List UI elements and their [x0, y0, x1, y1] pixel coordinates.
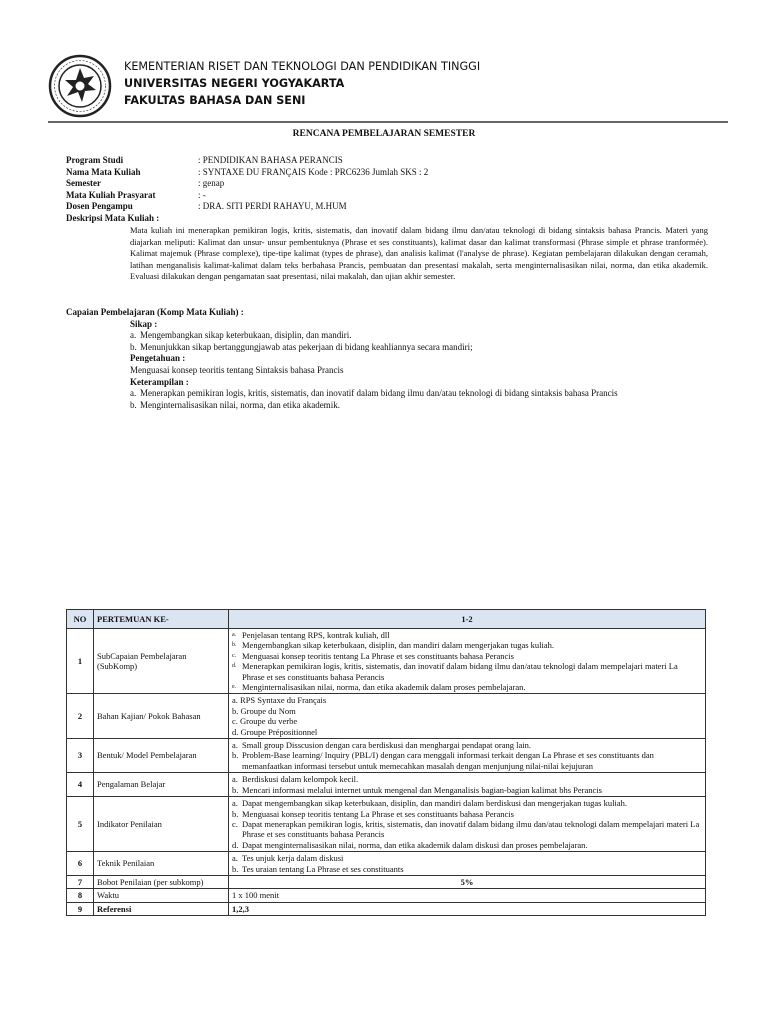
table-row: 4 Pengalaman Belajar a. Berdiskusi dalam kelompok kecil. b. Mencari informasi melalui internet untuk mengenal dan Menganalisis bagian-bagian kalimat bhs Perancis	[67, 773, 706, 797]
header-pertemuan: PERTEMUAN KE-	[94, 610, 229, 629]
dosen-label: Dosen Pengampu	[66, 201, 133, 212]
table-row: 6 Teknik Penilaian a. Tes unjuk kerja dalam diskusi b. Tes uraian tentang La Phrase et ses constituants	[67, 852, 706, 876]
course-description: Mata kuliah ini menerapkan pemikiran logis, kritis, sistematis, dan inovatif dalam bidang ilmu dan/atau teknologi di bidang sintaksis bahasa Prancis. Materi yang diajarkan meliputi: Kalimat dan unsur- unsur pembentuknya (Phrase et ses constituants), kalimat dasar dan kalimat transformasi (Phrase simple et phrase tranformée). Kalimat majemuk (Phrase complexe), tipe-tipe kalimat (types de phrase), dan analisis kalimat (l'analyse de phrase). Kegiatan pembelajaran dilakukan dengan ceramah, latihan menganalisis kalimat-kalimat dalam teks berbahasa Prancis, pembuatan dan presentasi makalah, serta menginternalisasikan nilai, norma, dan etika akademik. Evaluasi dilakukan dengan pengamatan saat presentasi, nilai makalah, dan ujian akhir semester.	[130, 225, 708, 282]
header-no: NO	[67, 610, 94, 629]
list-item: b. Menunjukkan sikap bertanggungjawab atas pekerjaan di bidang keahliannya secara mandiri;	[130, 341, 473, 352]
program-studi-value: : PENDIDIKAN BAHASA PERANCIS	[198, 155, 343, 165]
pengetahuan-label: Pengetahuan :	[130, 353, 186, 364]
table-row: 8 Waktu 1 x 100 menit	[67, 889, 706, 902]
pengetahuan-text: Menguasai konsep teoritis tentang Sintaksis bahasa Prancis	[130, 364, 344, 375]
dosen-value: : DRA. SITI PERDI RAHAYU, M.HUM	[198, 201, 347, 212]
sikap-label: Sikap :	[130, 318, 158, 329]
nama-mk-label: Nama Mata Kuliah	[66, 166, 141, 177]
keterampilan-label: Keterampilan :	[130, 376, 189, 387]
semester-value: : genap	[198, 178, 225, 189]
university-seal-icon	[48, 54, 112, 118]
table-row: 3 Bentuk/ Model Pembelajaran a. Small group Disscusion dengan cara berdiskusi dan menghargai pendapat orang lain. b. Problem-Base learning/ Inquiry (PBL/I) dengan cara menggali informasi terkait dengan La Phrase et ses constituants dan memanfaatkan informasi tersebut untuk memecahkan masalah dengan menjunjung nilai-nilai kejujuran	[67, 739, 706, 773]
program-studi-label: Program Studi	[66, 155, 124, 165]
semester-label: Semester	[66, 178, 101, 189]
letterhead	[48, 52, 728, 116]
capaian-heading: Capaian Pembelajaran (Komp Mata Kuliah) :	[66, 307, 244, 317]
list-item: a. Mengembangkan sikap keterbukaan, disiplin, dan mandiri.	[130, 330, 352, 341]
faculty-name: FAKULTAS BAHASA DAN SENI	[124, 94, 306, 107]
deskripsi-label: Deskripsi Mata Kuliah :	[66, 212, 160, 223]
table-row: 9 Referensi 1,2,3	[67, 902, 706, 915]
table-header-row	[67, 610, 706, 629]
table-row: 2 Bahan Kajian/ Pokok Bahasan a. RPS Syntaxe du Français b. Groupe du Nom c. Groupe du verbe d. Groupe Prépositionnel	[67, 694, 706, 739]
meeting-plan-table	[66, 609, 706, 916]
document-title: RENCANA PEMBELAJARAN SEMESTER	[292, 129, 476, 139]
table-row: 7 Bobot Penilaian (per subkomp) 5%	[67, 875, 706, 888]
ministry-name: KEMENTERIAN RISET DAN TEKNOLOGI DAN PENDIDIKAN TINGGI	[124, 60, 481, 73]
prasyarat-label: Mata Kuliah Prasyarat	[66, 189, 156, 200]
table-row: 1 SubCapaian Pembelajaran (SubKomp) a. Penjelasan tentang RPS, kontrak kuliah, dll b. Mengembangkan sikap keterbukaan, disiplin, dan mandiri dalam mengerjakan tugas kuliah. c. Menguasai konsep teoritis tentang La Phrase et ses constituants bahasa Perancis d. Menerapkan pemikiran logis, kritis, sistematis, dan inovatif dalam bidang ilmu dan/atau teknologi dalam mempelajari materi La Phrase et ses constituants bahasa Perancis e. Menginternalisasikan nilai, norma, dan etika akademik dalam proses pembelajaran.	[67, 629, 706, 694]
list-item: a. Menerapkan pemikiran logis, kritis, sistematis, dan inovatif dalam bidang ilmu dan/atau teknologi di bidang sintaksis bahasa Prancis	[130, 388, 618, 399]
list-item: b. Menginternalisasikan nilai, norma, dan etika akademik.	[130, 399, 340, 410]
table-row: 5 Indikator Penilaian a. Dapat mengembangkan sikap keterbukaan, disiplin, dan mandiri dalam berdiskusi dan mengerjakan tugas kuliah. b. Menguasai konsep teoritis tentang La Phrase et ses constituants bahasa Perancis c. Dapat menerapkan pemikiran logis, kritis, sistematis, dan inovatif dalam bidang ilmu dan/atau teknologi dalam mempelajari materi La Phrase et ses constituants bahasa Perancis d. Dapat menginternalisasikan nilai, norma, dan etika akademik dalam diskusi dan proses pembelajaran.	[67, 797, 706, 852]
course-info	[66, 155, 428, 225]
university-name: UNIVERSITAS NEGERI YOGYAKARTA	[124, 77, 345, 90]
learning-outcomes	[66, 307, 726, 411]
header-divider	[48, 121, 728, 123]
header-meeting-range: 1-2	[229, 610, 706, 629]
prasyarat-value: : -	[198, 189, 206, 200]
nama-mk-value: : SYNTAXE DU FRANÇAIS Kode : PRC6236 Jumlah SKS : 2	[198, 166, 429, 177]
